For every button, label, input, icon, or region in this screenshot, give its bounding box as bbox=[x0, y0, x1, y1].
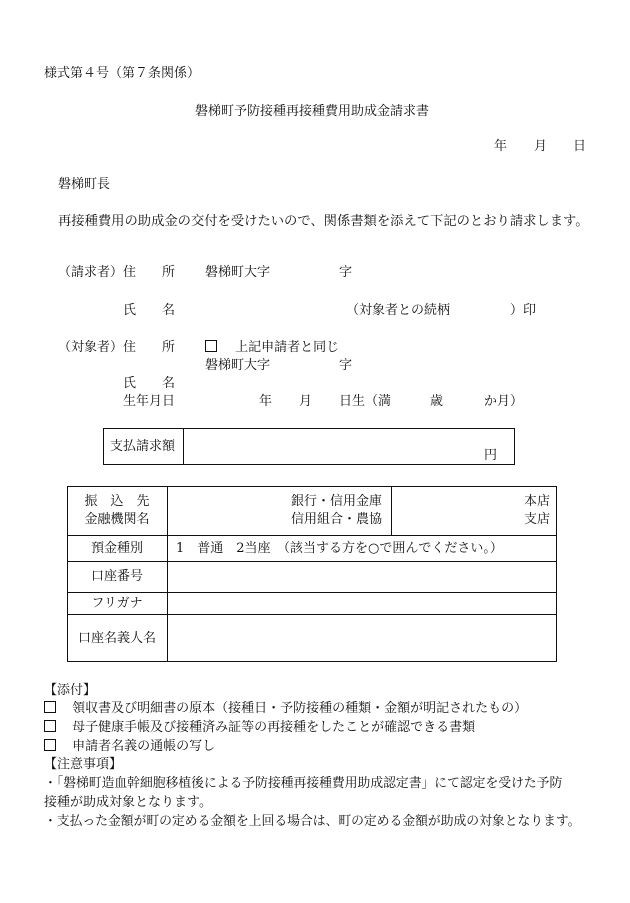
attachment-item bbox=[44, 701, 527, 717]
subject-birth-day: 日生（満 bbox=[339, 394, 392, 409]
furigana-field[interactable] bbox=[168, 593, 556, 613]
subject-months: か月） bbox=[484, 394, 524, 409]
attachment-checkbox[interactable] bbox=[44, 701, 56, 713]
notes-heading: 【注意事項】 bbox=[44, 757, 123, 772]
note-2: ・支払った金額が町の定める金額を上回る場合は、町の定める金額が助成の対象となります。 bbox=[44, 814, 581, 829]
date-day: 日 bbox=[573, 139, 587, 154]
bank-label-2: 金融機関名 bbox=[84, 512, 150, 527]
note-1-line-1: ・「磐梯町造血幹細胞移植後による予防接種再接種費用助成認定書」にて認定を受けた予防 bbox=[44, 776, 563, 791]
subject-section-label: （対象者） bbox=[58, 340, 124, 355]
addressee: 磐梯町長 bbox=[58, 177, 111, 192]
attachment-label: 申請者名義の通帳の写し bbox=[72, 739, 216, 754]
subject-same-checkbox-row bbox=[205, 340, 339, 356]
claimant-address-value: 磐梯町大字 bbox=[205, 265, 271, 280]
claimant-relation: （対象者との続柄 bbox=[346, 303, 451, 318]
account-number-field[interactable] bbox=[168, 562, 556, 591]
payment-amount-field[interactable] bbox=[184, 429, 514, 464]
attachment-checkbox[interactable] bbox=[44, 720, 56, 732]
bank-type-1: 銀行・信用金庫 bbox=[291, 494, 383, 509]
attachment-label: 母子健康手帳及び接種済み証等の再接種をしたことが確認できる書類 bbox=[72, 720, 476, 735]
claimant-aza: 字 bbox=[339, 265, 353, 280]
bank-type-2: 信用組合・農協 bbox=[291, 512, 383, 527]
subject-age: 歳 bbox=[430, 394, 444, 409]
attachment-checkbox[interactable] bbox=[44, 739, 56, 751]
same-as-claimant-label: 上記申請者と同じ bbox=[235, 340, 340, 355]
subject-birth-month: 月 bbox=[299, 394, 313, 409]
attachment-label: 領収書及び明細書の原本（接種日・予防接種の種類・金額が明記されたもの） bbox=[72, 701, 528, 716]
account-holder-field[interactable] bbox=[168, 615, 556, 661]
deposit-type-options[interactable]: 1 普通 2当座 （該当する方を○で囲んでください。） bbox=[176, 541, 503, 556]
subject-birth-label: 生年月日 bbox=[123, 394, 176, 409]
claimant-name-label: 氏 名 bbox=[123, 303, 176, 318]
account-holder-label: 口座名義人名 bbox=[77, 631, 156, 646]
bank-branch-2: 支店 bbox=[523, 512, 550, 527]
note-1-line-2: 接種が助成対象となります。 bbox=[44, 795, 212, 810]
payment-label: 支払請求額 bbox=[110, 439, 176, 454]
attachment-item bbox=[44, 720, 475, 736]
payment-unit: 円 bbox=[484, 448, 498, 463]
intro-text: 再接種費用の助成金の交付を受けたいので、関係書類を添えて下記のとおり請求します。 bbox=[58, 214, 589, 229]
bank-row-line-1 bbox=[67, 535, 557, 536]
same-as-claimant-checkbox[interactable] bbox=[205, 340, 217, 352]
furigana-label: フリガナ bbox=[91, 596, 143, 611]
subject-address-value: 磐梯町大字 bbox=[205, 358, 271, 373]
claimant-section-label: （請求者） bbox=[58, 265, 124, 280]
document-title: 磐梯町予防接種再接種費用助成金請求書 bbox=[195, 104, 430, 119]
subject-birth-year: 年 bbox=[259, 394, 273, 409]
attachment-item bbox=[44, 739, 215, 755]
subject-aza: 字 bbox=[339, 358, 353, 373]
date-year: 年 bbox=[494, 139, 508, 154]
date-month: 月 bbox=[534, 139, 548, 154]
claimant-relation-close: ）印 bbox=[510, 303, 537, 318]
bank-branch-1: 本店 bbox=[523, 494, 550, 509]
subject-address-label: 住 所 bbox=[123, 340, 176, 355]
account-number-label: 口座番号 bbox=[90, 569, 143, 584]
bank-label-1: 振 込 先 bbox=[84, 494, 150, 509]
claimant-address-label: 住 所 bbox=[123, 265, 176, 280]
deposit-type-label: 預金種別 bbox=[90, 541, 143, 556]
subject-name-label: 氏 名 bbox=[123, 376, 176, 391]
attachments-heading: 【添付】 bbox=[44, 683, 97, 698]
form-number: 様式第４号（第７条関係） bbox=[44, 66, 201, 81]
